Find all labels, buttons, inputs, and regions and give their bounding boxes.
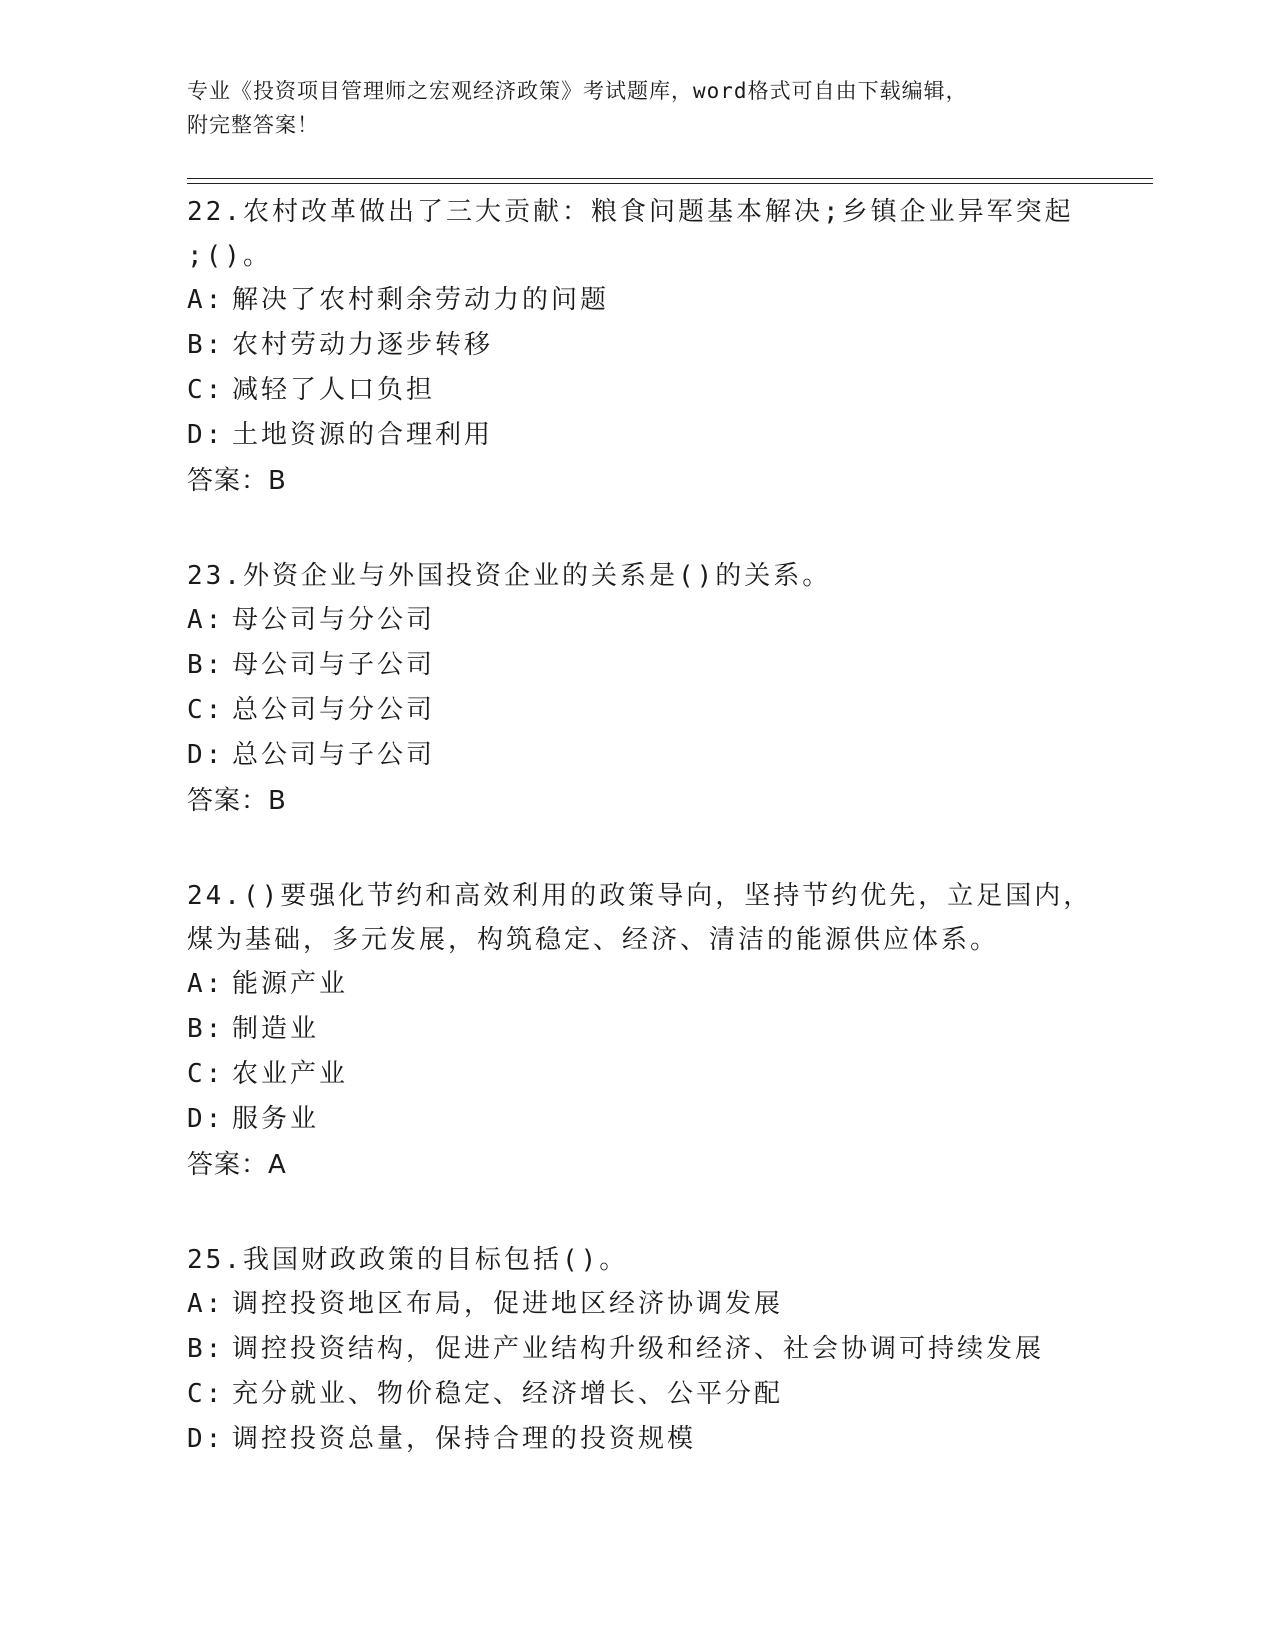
option-letter: D: — [187, 1424, 225, 1454]
option-text: 母公司与分公司 — [232, 605, 436, 635]
header-line-2: 附完整答案！ — [187, 113, 319, 137]
option-letter: C: — [187, 1379, 225, 1409]
question-stem-line: 25.我国财政政策的目标包括()。 — [187, 1245, 629, 1275]
question-stem — [187, 554, 1107, 598]
option-a — [187, 1282, 1107, 1327]
option-c — [187, 688, 1107, 733]
option-text: 充分就业、物价稳定、经济增长、公平分配 — [232, 1379, 784, 1409]
question-25 — [187, 1238, 1107, 1462]
option-letter: C: — [187, 375, 225, 405]
option-a — [187, 598, 1107, 643]
question-24 — [187, 874, 1107, 1188]
question-stem — [187, 874, 1107, 962]
question-stem — [187, 1238, 1107, 1282]
option-b — [187, 643, 1107, 688]
option-a — [187, 278, 1107, 323]
question-22 — [187, 190, 1107, 504]
option-letter: A: — [187, 969, 225, 999]
question-stem-line: 24.()要强化节约和高效利用的政策导向，坚持节约优先，立足国内， — [187, 881, 1093, 911]
option-d — [187, 733, 1107, 778]
option-text: 母公司与子公司 — [232, 650, 436, 680]
option-text: 调控投资总量，保持合理的投资规模 — [232, 1424, 697, 1454]
option-text: 土地资源的合理利用 — [232, 420, 494, 450]
option-letter: A: — [187, 1289, 225, 1319]
question-stem — [187, 190, 1107, 278]
option-c — [187, 1372, 1107, 1417]
header-divider-top — [187, 178, 1153, 179]
option-letter: C: — [187, 1059, 225, 1089]
option-c — [187, 1052, 1107, 1097]
option-letter: B: — [187, 1334, 225, 1364]
option-letter: A: — [187, 285, 225, 315]
question-stem-line: 22.农村改革做出了三大贡献：粮食问题基本解决;乡镇企业异军突起 — [187, 197, 1074, 227]
option-text: 能源产业 — [232, 969, 349, 999]
answer-line: 答案：B — [187, 466, 287, 496]
option-text: 制造业 — [232, 1014, 320, 1044]
header-line-1: 专业《投资项目管理师之宏观经济政策》考试题库，word格式可自由下载编辑， — [187, 79, 968, 103]
option-c — [187, 368, 1107, 413]
question-list — [187, 190, 1107, 1512]
option-text: 减轻了人口负担 — [232, 375, 436, 405]
option-d — [187, 413, 1107, 458]
option-letter: B: — [187, 330, 225, 360]
option-text: 总公司与子公司 — [232, 740, 436, 770]
option-letter: D: — [187, 420, 225, 450]
option-text: 农村劳动力逐步转移 — [232, 330, 494, 360]
question-stem-line: 23.外资企业与外国投资企业的关系是()的关系。 — [187, 561, 832, 591]
option-a — [187, 962, 1107, 1007]
answer-line: 答案：B — [187, 786, 287, 816]
answer-line: 答案：A — [187, 1150, 287, 1180]
option-text: 农业产业 — [232, 1059, 349, 1089]
option-letter: A: — [187, 605, 225, 635]
option-text: 调控投资地区布局，促进地区经济协调发展 — [232, 1289, 784, 1319]
option-text: 解决了农村剩余劳动力的问题 — [232, 285, 610, 315]
option-text: 服务业 — [232, 1104, 320, 1134]
option-letter: B: — [187, 1014, 225, 1044]
question-stem-line: 煤为基础，多元发展，构筑稳定、经济、清洁的能源供应体系。 — [187, 925, 1000, 955]
option-letter: B: — [187, 650, 225, 680]
option-d — [187, 1417, 1107, 1462]
document-header — [187, 74, 1087, 142]
option-text: 调控投资结构，促进产业结构升级和经济、社会协调可持续发展 — [232, 1334, 1045, 1364]
option-letter: D: — [187, 1104, 225, 1134]
question-23 — [187, 554, 1107, 824]
option-b — [187, 323, 1107, 368]
option-letter: D: — [187, 740, 225, 770]
option-d — [187, 1097, 1107, 1142]
option-text: 总公司与分公司 — [232, 695, 436, 725]
option-b — [187, 1007, 1107, 1052]
option-letter: C: — [187, 695, 225, 725]
question-stem-line: ;()。 — [187, 241, 272, 271]
header-divider-bottom — [187, 183, 1153, 184]
option-b — [187, 1327, 1107, 1372]
